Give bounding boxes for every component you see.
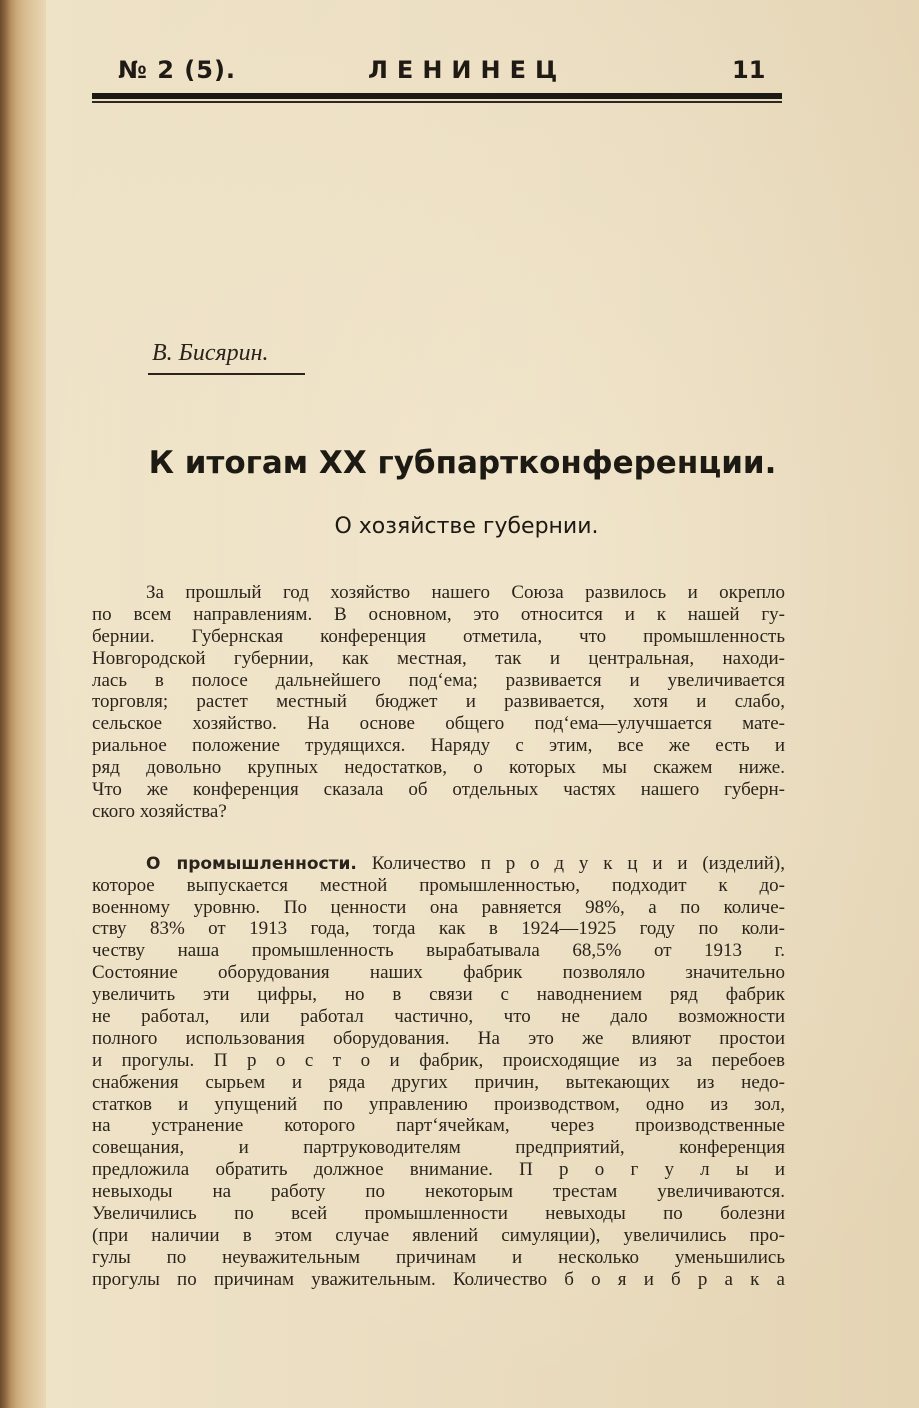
- text-line: Что же конференция сказала об отдельных частях нашего губерн-: [92, 779, 785, 801]
- page-number: 11: [732, 56, 766, 84]
- article-body: [92, 582, 785, 1291]
- text-line: За прошлый год хозяйство нашего Союза развилось и окрепло: [146, 582, 785, 603]
- text-line: Новгородской губернии, как местная, так и центральная, находи-: [92, 647, 785, 669]
- binding-spine: [0, 0, 46, 1408]
- paragraph-intro: [92, 582, 785, 823]
- header-rule-thin: [92, 101, 782, 103]
- text-run: Количество п р о д у к ц и и (изделий),: [371, 852, 785, 874]
- journal-title: ЛЕНИНЕЦ: [368, 56, 567, 84]
- author-byline: В. Бисярин.: [152, 340, 269, 366]
- text-line: риальное положение трудящихся. Наряду с этим, все же есть и: [92, 735, 785, 757]
- issue-number: № 2 (5).: [118, 56, 237, 84]
- text-line: и прогулы. П р о с т о и фабрик, происходящие из за перебоев: [92, 1049, 785, 1071]
- text-line: статков и упущений по управлению производством, одно из зол,: [92, 1093, 785, 1115]
- author-underline: [148, 373, 305, 375]
- text-line: (при наличии в этом случае явлений симуляции), увеличились про-: [92, 1224, 785, 1246]
- header-rule-thick: [92, 93, 782, 99]
- text-line-lead: [92, 853, 785, 875]
- text-line: совещания, и партруководителям предприятий, конференция: [92, 1137, 785, 1159]
- text-line: Увеличились по всей промышленности невыходы по болезни: [92, 1203, 785, 1225]
- text-line: которое выпускается местной промышленностью, подходит к до-: [92, 874, 785, 896]
- article-subtitle: О хозяйстве губернии.: [334, 514, 599, 539]
- text-line: Состояние оборудования наших фабрик позволяло значительно: [92, 962, 785, 984]
- text-line: торговля; растет местный бюджет и развивается, хотя и слабо,: [92, 691, 785, 713]
- text-line: ского хозяйства?: [92, 800, 227, 822]
- text-line: по всем направлениям. В основном, это относится и к нашей гу-: [92, 603, 785, 625]
- text-line: сельское хозяйство. На основе общего под‘ема—улучшается мате-: [92, 713, 785, 735]
- article-title: К итогам XX губпартконференции.: [148, 445, 777, 481]
- text-line: на устранение которого парт‘ячейкам, через производственные: [92, 1115, 785, 1137]
- text-line: увеличить эти цифры, но в связи с наводнением ряд фабрик: [92, 984, 785, 1006]
- text-line: лась в полосе дальнейшего под‘ема; развивается и увеличивается: [92, 669, 785, 691]
- text-line: ству 83% от 1913 года, тогда как в 1924—1925 году по коли-: [92, 918, 785, 940]
- running-header: [92, 54, 782, 94]
- text-line: бернии. Губернская конференция отметила, что промышленность: [92, 625, 785, 647]
- paragraph-gap: [92, 823, 785, 853]
- text-line: предложила обратить должное внимание. П р о г у л ы и: [92, 1159, 785, 1181]
- text-line: честву наша промышленность вырабатывала 68,5% от 1913 г.: [92, 940, 785, 962]
- text-line: ряд довольно крупных недостатков, о которых мы скажем ниже.: [92, 757, 785, 779]
- text-line: гулы по неуважительным причинам и несколько уменьшились: [92, 1246, 785, 1268]
- text-line: полного использования оборудования. На это же влияют простои: [92, 1027, 785, 1049]
- section-lead-heading: О промышленности.: [146, 853, 357, 874]
- text-line: прогулы по причинам уважительным. Количество б о я и б р а к а: [92, 1268, 785, 1290]
- text-line: не работал, или работал частично, что не дало возможности: [92, 1006, 785, 1028]
- text-line: военному уровню. По ценности она равняется 98%, а по количе-: [92, 896, 785, 918]
- text-line: снабжения сырьем и ряда других причин, вытекающих из недо-: [92, 1071, 785, 1093]
- paragraph-industry: [92, 853, 785, 1291]
- text-line: невыходы на работу по некоторым трестам увеличиваются.: [92, 1181, 785, 1203]
